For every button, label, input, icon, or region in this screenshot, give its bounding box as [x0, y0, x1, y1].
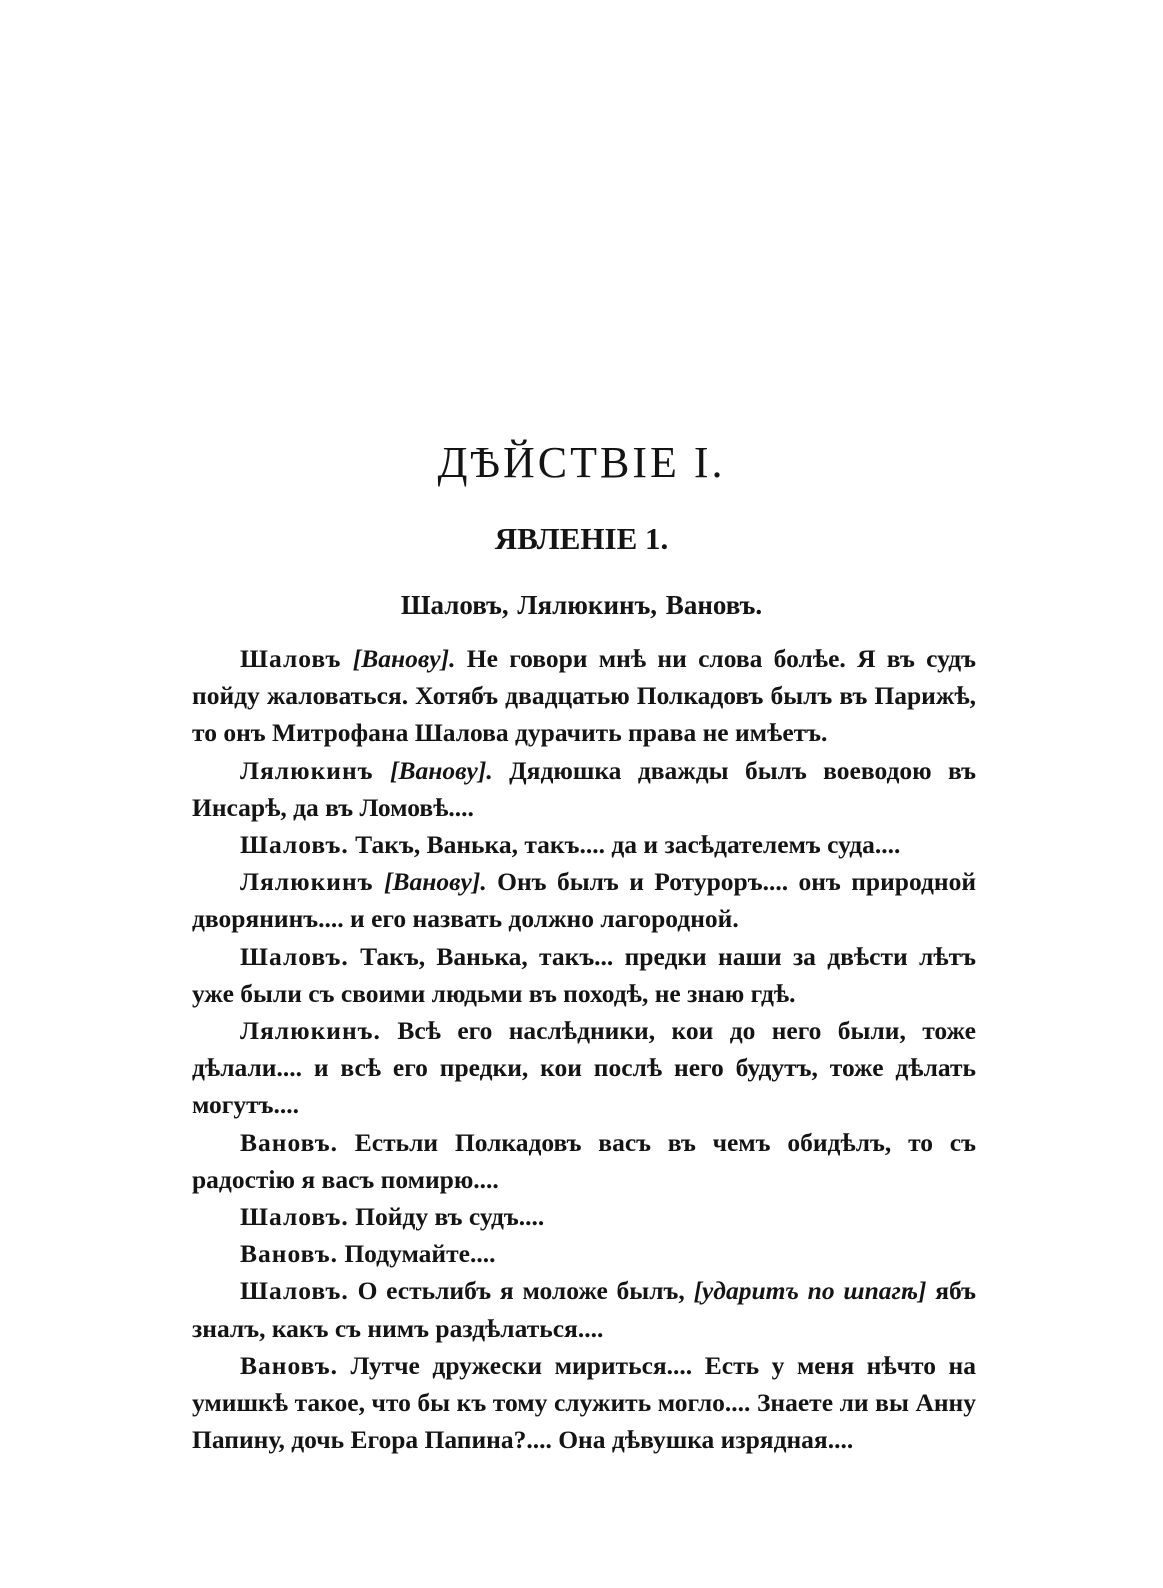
dialogue-paragraph [192, 826, 976, 863]
dialogue-paragraph [192, 640, 976, 752]
dialogue-text: Не говори мнѣ ни слова болѣе. Я въ судъ пойду жаловаться. Хотябъ двадцатью Полкадовъ былъ въ Парижѣ, то онъ Митрофана Шалова дурачить права не имѣетъ. [192, 644, 976, 748]
dialogue-text: О естьлибъ я моложе былъ, [357, 1276, 685, 1306]
dialogue-text: Подумайте.... [344, 1239, 496, 1269]
speaker-name: Вановъ. [240, 1127, 338, 1157]
speaker-name: Шаловъ. [240, 1202, 349, 1232]
dialogue-paragraph [192, 1347, 976, 1459]
speaker-name: Шаловъ. [240, 1276, 349, 1306]
characters-list: Шаловъ, Лялюкинъ, Вановъ. [400, 590, 763, 620]
speaker-name: Лялюкинъ [240, 867, 374, 897]
dialogue-text: Всѣ его наслѣдники, кои до него были, тоже дѣлали.... и всѣ его предки, кои послѣ него будутъ, тоже дѣлать могутъ.... [192, 1016, 976, 1120]
dialogue-paragraph [192, 1235, 976, 1272]
dialogue-paragraph [192, 863, 976, 937]
dialogue-paragraph [192, 938, 976, 1012]
stage-direction: [Ванову]. [389, 755, 493, 785]
dialogue-text: Такъ, Ванька, такъ... предки наши за двѣсти лѣтъ уже были съ своими людьми въ походѣ, не знаю гдѣ. [192, 941, 976, 1008]
dialogue-text: Лутче дружески мириться.... Есть у меня нѣчто на умишкѣ такое, что бы къ тому служить могло.... Знаете ли вы Анну Папину, дочь Егора Папина?.... Она дѣвушка изрядная.... [192, 1350, 976, 1455]
speaker-name: Шаловъ. [240, 830, 349, 860]
dialogue-text: Такъ, Ванька, такъ.... да и засѣдателемъ суда.... [355, 830, 901, 860]
stage-direction: [Ванову]. [352, 644, 456, 673]
dialogue-text: Пойду въ судъ.... [355, 1202, 545, 1232]
speaker-name: Вановъ. [240, 1239, 338, 1269]
speaker-name: Лялюкинъ [240, 755, 374, 785]
dialogue-text: Дядюшка дважды былъ воеводою въ Инсарѣ, да въ Ломовѣ.... [192, 755, 977, 822]
dialogue-paragraph [192, 1012, 976, 1124]
speaker-name: Шаловъ [240, 644, 342, 673]
act-title: ДѢЙСТВІЕ I. [437, 438, 726, 487]
dialogue-paragraph [192, 752, 976, 826]
stage-direction: [ударитъ по шпагѣ] [693, 1276, 927, 1306]
dialogue-paragraph [192, 1124, 976, 1198]
speaker-name: Лялюкинъ. [240, 1016, 381, 1046]
dialogue-paragraph [192, 1272, 976, 1346]
speaker-name: Шаловъ. [240, 941, 349, 971]
speaker-name: Вановъ. [240, 1350, 338, 1380]
dialogue-body [192, 640, 976, 1458]
dialogue-text: Естьли Полкадовъ васъ въ чемъ обидѣлъ, то съ радостію я васъ помирю.... [192, 1127, 976, 1194]
scene-title: ЯВЛЕНІЕ 1. [494, 521, 669, 556]
dialogue-text: ябъ зналъ, какъ съ нимъ раздѣлаться.... [192, 1276, 977, 1343]
dialogue-paragraph [192, 1198, 976, 1235]
stage-direction: [Ванову]. [383, 867, 487, 897]
dialogue-text: Онъ былъ и Ротуроръ.... онъ природной дворянинъ.... и его назвать должно лагородной. [192, 867, 977, 934]
